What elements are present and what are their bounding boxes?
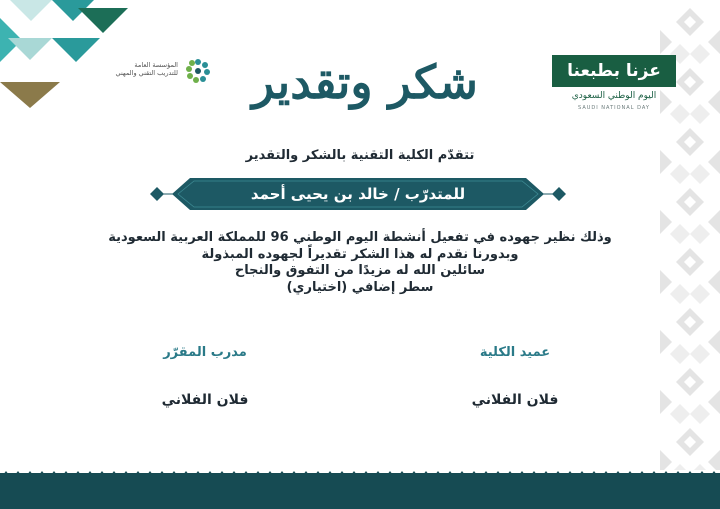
trainer-role: مدرب المقرّر (163, 345, 247, 360)
national-day-english: SAUDI NATIONAL DAY (578, 105, 650, 111)
trainer-name: فلان الفلاني (161, 392, 249, 408)
tvtc-logo-text: المؤسسة العامة للتدريب التقني والمهني (115, 61, 178, 77)
national-day-logo (549, 55, 674, 115)
body-line: وبدورنا نقدم له هذا الشكر تقديراً لجهوده المبذولة (201, 246, 519, 262)
body-line: وذلك نظير جهوده في تفعيل أنشطة اليوم الوطني 96 للمملكة العربية السعودية (108, 230, 612, 245)
body-line: سطر إضافي (اختياري) (286, 279, 434, 295)
dean-role: عميد الكلية (479, 345, 551, 360)
recipient-name: للمتدرّب / خالد بن يحيى أحمد (250, 185, 466, 203)
tvtc-emblem-icon (184, 57, 212, 85)
bottom-band (0, 473, 720, 509)
title-calligraphy: شكر وتقدير (252, 55, 478, 109)
dean-signature (455, 345, 575, 408)
intro-line: تتقدّم الكلية التقنية بالشكر والتقدير (245, 148, 475, 163)
dean-name: فلان الفلاني (471, 392, 559, 408)
recipient-ribbon (148, 176, 568, 212)
certificate-body (100, 230, 620, 296)
tvtc-logo (112, 55, 212, 89)
national-day-subtitle: اليوم الوطني السعودي (571, 91, 657, 101)
national-day-slogan: عزنا بطبعنا (552, 55, 676, 87)
body-line: سائلين الله له مزيدًا من التفوق والنجاح (234, 263, 486, 278)
trainer-signature (145, 345, 265, 408)
